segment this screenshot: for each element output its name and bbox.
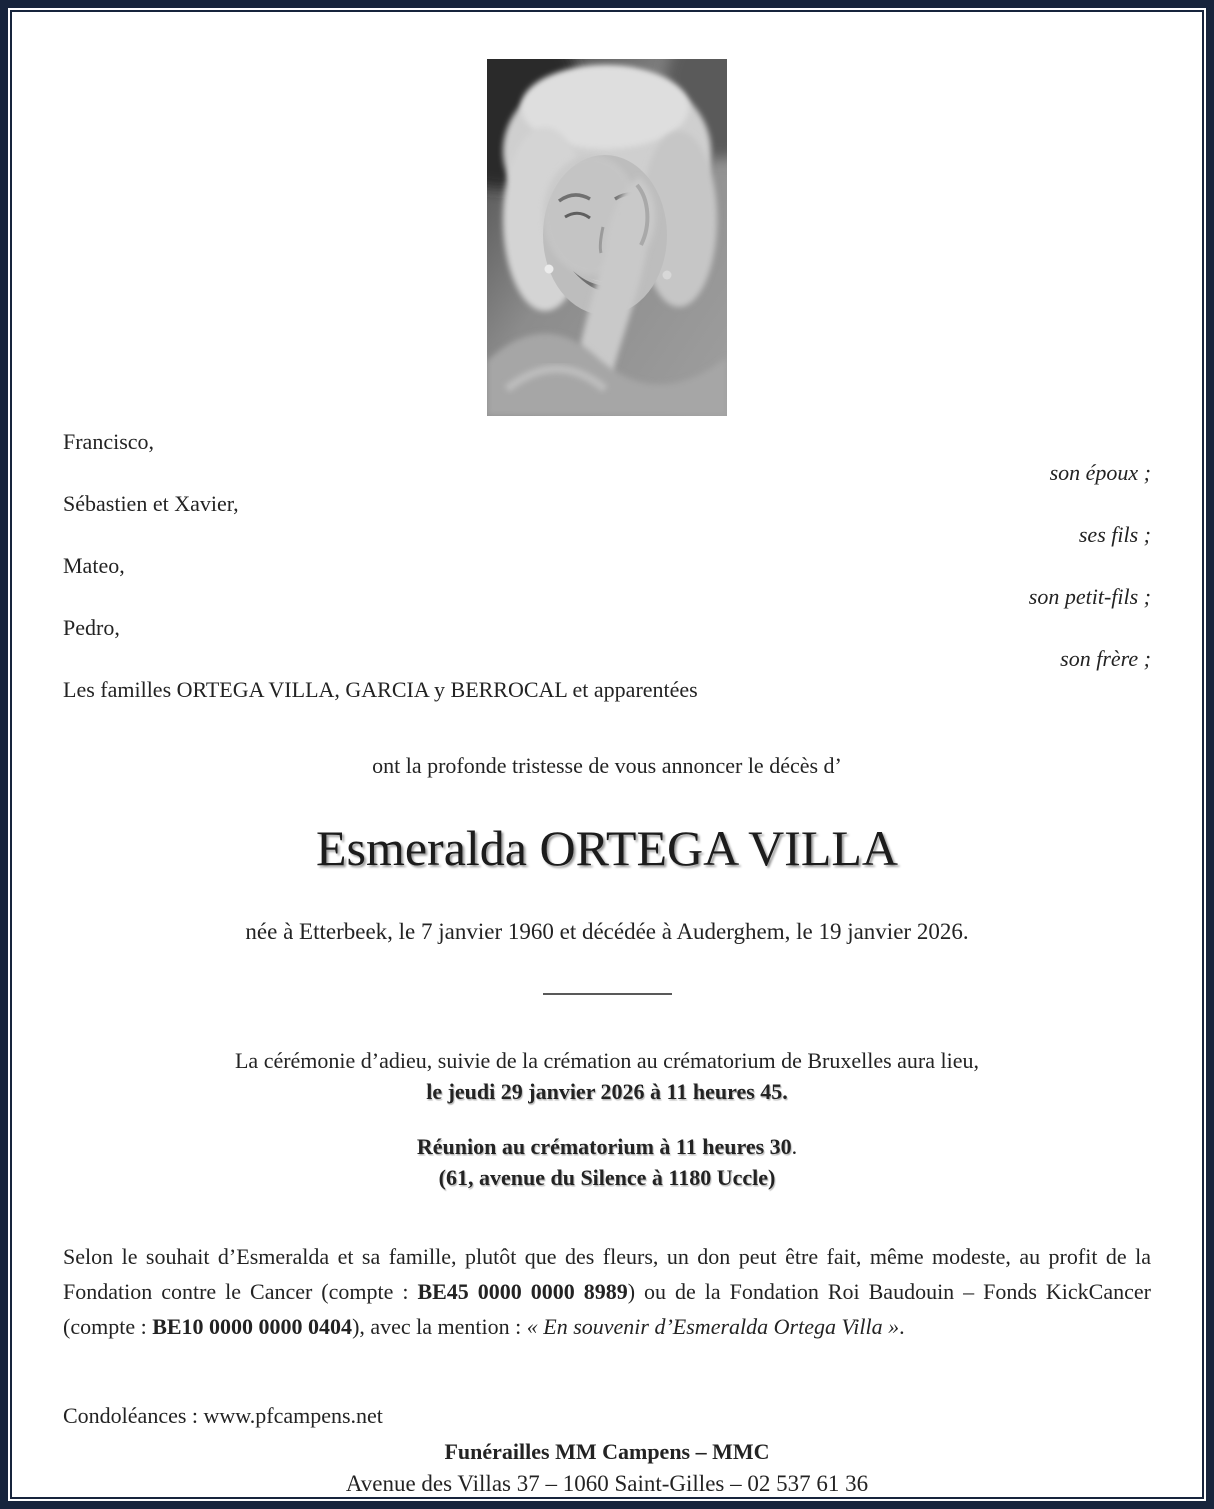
condolences-line: Condoléances : www.pfcampens.net xyxy=(63,1403,383,1428)
family-relation: son frère ; xyxy=(1060,646,1151,671)
section-divider xyxy=(543,993,672,995)
ceremony-details xyxy=(63,1045,1151,1193)
meeting-period: . xyxy=(791,1134,798,1159)
donation-paragraph xyxy=(63,1239,1151,1344)
funeral-home-name: Funérailles MM Campens – MMC xyxy=(444,1439,770,1464)
donation-text: ), avec la mention : xyxy=(352,1314,527,1339)
family-name: Francisco, xyxy=(63,429,155,454)
ceremony-date-time: le jeudi 29 janvier 2026 à 11 heures 45. xyxy=(426,1079,788,1104)
family-name: Sébastien et Xavier, xyxy=(63,491,239,516)
spacer xyxy=(63,1107,1151,1131)
crematorium-address: (61, avenue du Silence à 1180 Uccle) xyxy=(438,1165,776,1190)
donation-account-kickcancer: BE10 0000 0000 0404 xyxy=(152,1314,353,1339)
birth-death-dates: née à Etterbeek, le 7 janvier 1960 et décédée à Auderghem, le 19 janvier 2026. xyxy=(245,919,969,944)
family-list xyxy=(63,426,1151,705)
announcement-line: ont la profonde tristesse de vous annoncer le décès d’ xyxy=(372,753,842,778)
family-relation: son époux ; xyxy=(1049,460,1151,485)
families-line: Les familles ORTEGA VILLA, GARCIA y BERROCAL et apparentées xyxy=(63,677,698,702)
family-name: Mateo, xyxy=(63,553,125,578)
card-content xyxy=(8,8,1206,1501)
donation-mention: « En souvenir d’Esmeralda Ortega Villa » xyxy=(526,1314,900,1339)
meeting-line xyxy=(63,1131,1151,1162)
meeting-text: Réunion au crématorium à 11 heures 30 xyxy=(416,1134,792,1159)
ceremony-line: La cérémonie d’adieu, suivie de la crémation au crématorium de Bruxelles aura lieu, xyxy=(234,1048,979,1073)
donation-text: ) ou de la Fondation Roi Baudouin – Fonds KickCancer (compte : xyxy=(63,1279,1151,1339)
portrait-photo xyxy=(487,59,727,416)
donation-text: . xyxy=(899,1314,905,1339)
funeral-home-address: Avenue des Villas 37 – 1060 Saint-Gilles – 02 537 61 36 xyxy=(345,1471,869,1496)
donation-account-cancer: BE45 0000 0000 8989 xyxy=(417,1279,628,1304)
photo-container xyxy=(63,59,1151,416)
family-name: Pedro, xyxy=(63,615,120,640)
deceased-name: Esmeralda ORTEGA VILLA xyxy=(315,820,899,876)
donation-text: Selon le souhait d’Esmeralda et sa famille, plutôt que des fleurs, un don peut être fait, même modeste, au profit de la Fondation contre le Cancer (compte : xyxy=(63,1244,1151,1304)
family-relation: ses fils ; xyxy=(1078,522,1151,547)
family-relation: son petit-fils ; xyxy=(1028,584,1151,609)
